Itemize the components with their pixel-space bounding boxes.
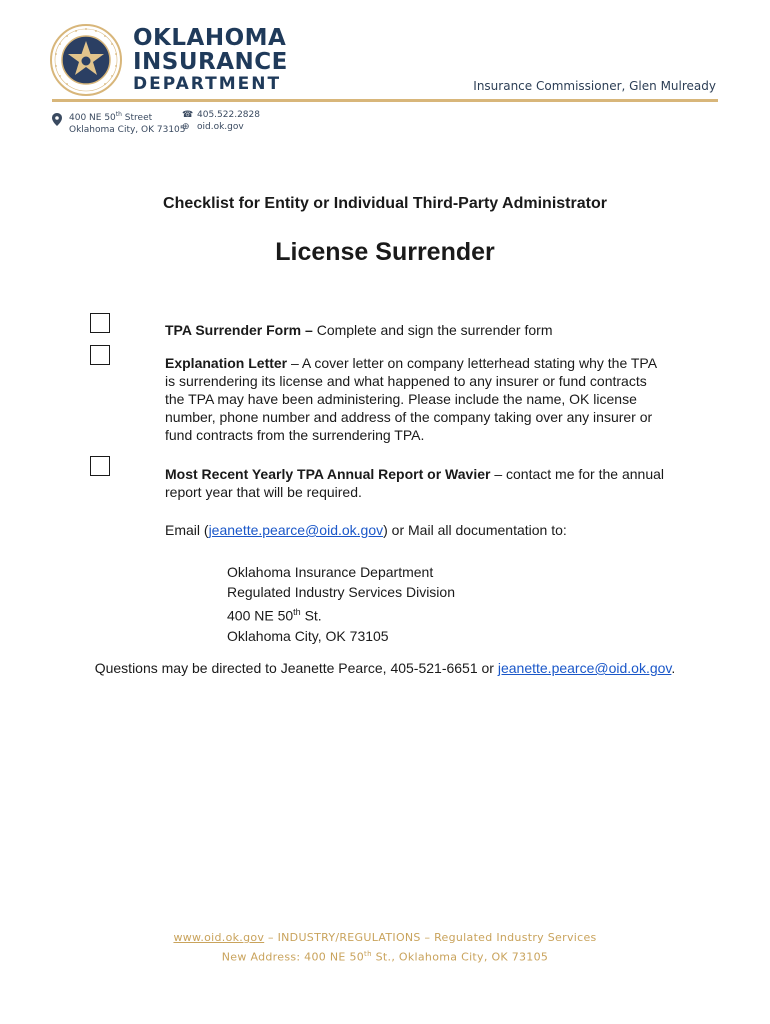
email-instructions: Email (jeanette.pearce@oid.ok.gov) or Mail all documentation to: [165, 522, 567, 538]
checklist-item [165, 354, 660, 444]
org-name-line1: OKLAHOMA [133, 25, 287, 51]
checkbox-explanation-letter[interactable] [90, 345, 110, 365]
checkbox-surrender-form[interactable] [90, 313, 110, 333]
document-subtitle: Checklist for Entity or Individual Third-Party Administrator [163, 195, 607, 212]
item-text: – contact me for the annual report year that will be required. [165, 466, 665, 500]
item-text: – A cover letter on company letterhead stating why the TPA is surrendering its license and what happened to any insurer or fund contracts the TPA may have been administering. Please include the name, OK license number, phone number and address of the company taking over any insurer or fund contracts from the surrendering TPA. [165, 355, 657, 443]
page-footer [0, 929, 770, 966]
email-link[interactable]: jeanette.pearce@oid.ok.gov [208, 522, 384, 538]
header-website[interactable]: oid.ok.gov [197, 122, 244, 132]
footer-website-link[interactable]: www.oid.ok.gov [173, 931, 265, 944]
checkbox-annual-report[interactable] [90, 456, 110, 476]
organization-name [133, 26, 288, 94]
checklist-item [165, 465, 665, 501]
footer-line1: www.oid.ok.gov – INDUSTRY/REGULATIONS – Regulated Industry Services [173, 931, 597, 944]
header-address [69, 109, 186, 136]
mail-line1: Oklahoma Insurance Department [227, 564, 434, 580]
mail-line3: 400 NE 50th St. [227, 607, 322, 624]
mailing-address [227, 562, 455, 646]
checklist-item [165, 321, 665, 339]
address-line2: Oklahoma City, OK 73105 [69, 125, 186, 135]
questions-email-link[interactable]: jeanette.pearce@oid.ok.gov [497, 660, 672, 676]
org-name-line2: INSURANCE [133, 49, 288, 75]
header-divider [52, 99, 718, 102]
item-text: Complete and sign the surrender form [312, 322, 553, 338]
header-phone: 405.522.2828 [197, 110, 260, 120]
footer-line2: New Address: 400 NE 50th St., Oklahoma City, OK 73105 [221, 950, 549, 964]
address-line1: 400 NE 50th Street [69, 111, 153, 123]
commissioner-name: Insurance Commissioner, Glen Mulready [473, 79, 716, 93]
item-heading: Explanation Letter [165, 355, 288, 371]
phone-icon: ☎ [182, 109, 194, 119]
department-seal-logo [50, 24, 122, 96]
questions-contact: Questions may be directed to Jeanette Pearce, 405-521-6651 or jeanette.pearce@oid.ok.gov. [94, 660, 676, 676]
item-heading: Most Recent Yearly TPA Annual Report or Wavier [165, 466, 491, 482]
globe-icon: ⊕ [182, 121, 190, 131]
org-name-line3: DEPARTMENT [133, 74, 282, 94]
header-contact [197, 109, 260, 133]
document-title: License Surrender [275, 238, 495, 266]
mail-line2: Regulated Industry Services Division [227, 584, 455, 600]
location-pin-icon [52, 113, 62, 131]
item-heading: TPA Surrender Form – [165, 322, 313, 338]
mail-line4: Oklahoma City, OK 73105 [227, 627, 389, 644]
